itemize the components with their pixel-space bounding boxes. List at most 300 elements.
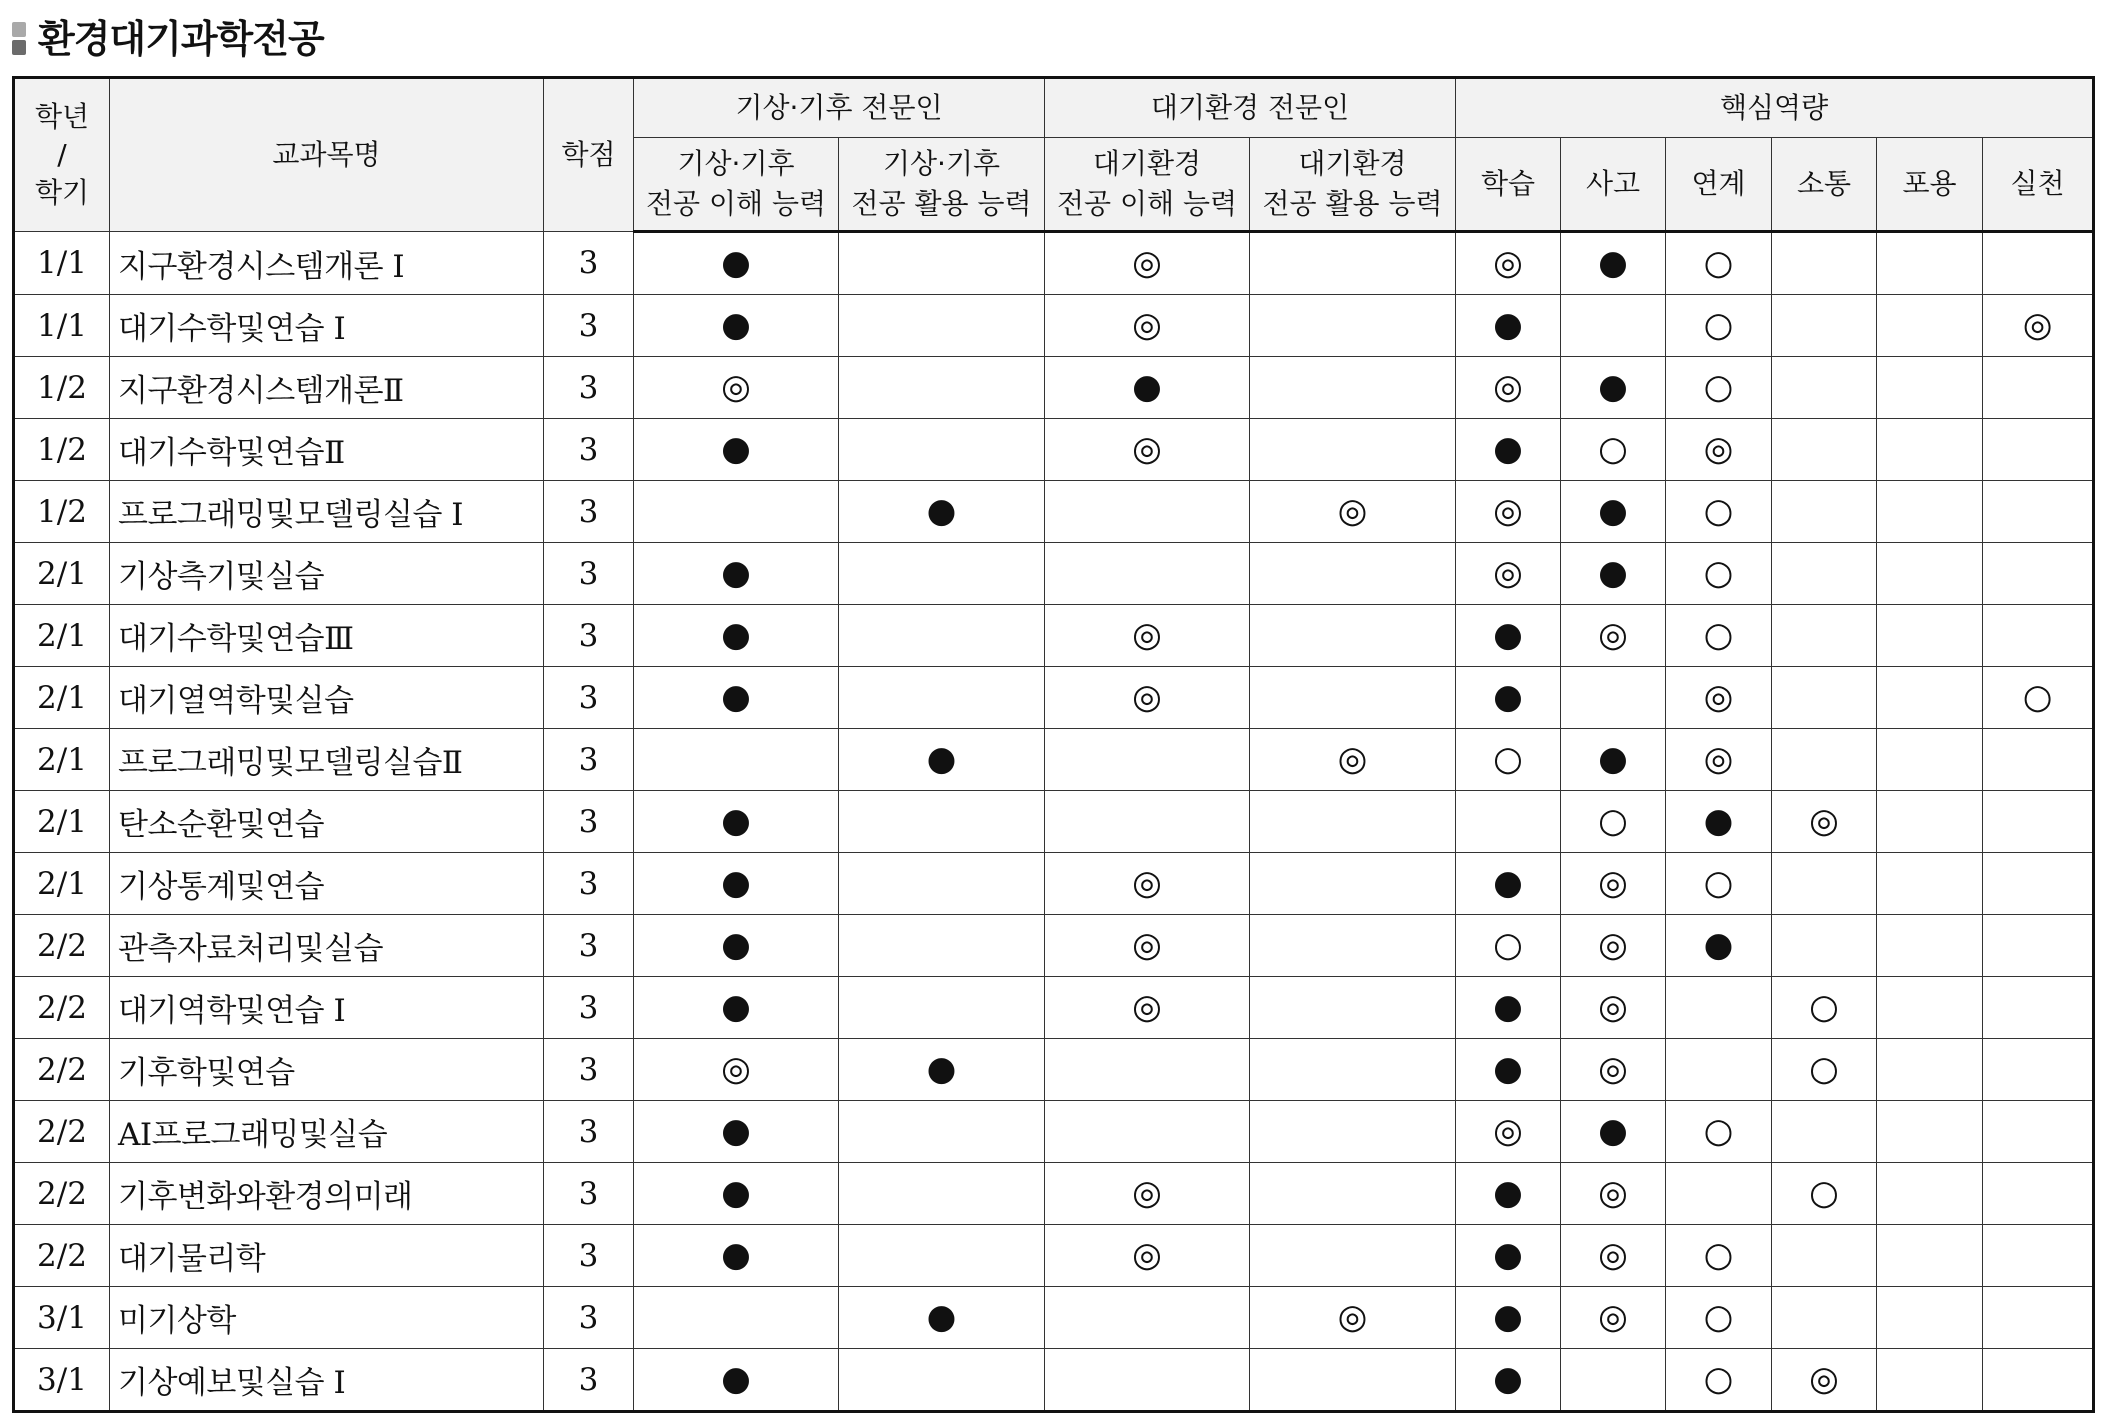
cell-core-learning: [1456, 1287, 1561, 1349]
cell-weather-application: [839, 1101, 1045, 1163]
cell-weather-understanding: [634, 1163, 839, 1225]
cell-air-understanding: [1045, 915, 1250, 977]
table-row: [14, 1349, 2094, 1412]
cell-credit: 3: [544, 357, 634, 419]
open-circle-icon: ○: [1703, 304, 1734, 345]
header-course-name: 교과목명: [110, 78, 544, 232]
cell-core-learning: [1456, 1349, 1561, 1412]
cell-grade-semester: 2/2: [14, 1039, 110, 1101]
cell-air-understanding: [1045, 232, 1250, 295]
cell-core-learning: [1456, 605, 1561, 667]
cell-grade-semester: 1/2: [14, 419, 110, 481]
cell-core-linkage: [1666, 357, 1772, 419]
cell-weather-application: [839, 543, 1045, 605]
cell-core-communication: [1772, 357, 1877, 419]
cell-core-communication: [1772, 1039, 1877, 1101]
cell-grade-semester: 2/1: [14, 543, 110, 605]
cell-air-understanding: [1045, 1287, 1250, 1349]
cell-air-application: [1250, 915, 1456, 977]
cell-core-linkage: [1666, 1287, 1772, 1349]
cell-core-thinking: [1561, 295, 1666, 357]
cell-course-name: 기후학및연습: [110, 1039, 544, 1101]
cell-core-linkage: [1666, 915, 1772, 977]
cell-grade-semester: 3/1: [14, 1287, 110, 1349]
cell-core-learning: [1456, 1225, 1561, 1287]
cell-credit: 3: [544, 1101, 634, 1163]
filled-circle-icon: ●: [1493, 614, 1523, 655]
open-circle-icon: ○: [1493, 924, 1523, 965]
table-row: [14, 605, 2094, 667]
cell-core-thinking: [1561, 915, 1666, 977]
cell-air-understanding: [1045, 667, 1250, 729]
cell-core-inclusion: [1877, 232, 1983, 295]
filled-circle-icon: ●: [721, 552, 751, 593]
cell-course-name: 대기수학및연습Ⅱ: [110, 419, 544, 481]
double-circle-icon: ◎: [1493, 366, 1523, 407]
filled-circle-icon: ●: [721, 428, 751, 469]
cell-weather-understanding: [634, 791, 839, 853]
cell-core-practice: [1983, 1349, 2094, 1412]
open-circle-icon: ○: [2022, 676, 2053, 717]
cell-credit: 3: [544, 1225, 634, 1287]
cell-weather-application: [839, 853, 1045, 915]
cell-weather-understanding: [634, 667, 839, 729]
table-row: [14, 1225, 2094, 1287]
cell-core-practice: [1983, 1287, 2094, 1349]
cell-core-inclusion: [1877, 977, 1983, 1039]
cell-weather-understanding: [634, 1349, 839, 1412]
double-circle-icon: ◎: [1493, 552, 1523, 593]
double-circle-icon: ◎: [1493, 242, 1523, 283]
cell-grade-semester: 2/2: [14, 915, 110, 977]
cell-core-linkage: [1666, 232, 1772, 295]
open-circle-icon: ○: [1598, 800, 1628, 841]
cell-credit: 3: [544, 1163, 634, 1225]
double-circle-icon: ◎: [1337, 490, 1368, 531]
cell-core-learning: [1456, 543, 1561, 605]
cell-air-understanding: [1045, 419, 1250, 481]
cell-core-linkage: [1666, 667, 1772, 729]
cell-core-inclusion: [1877, 1101, 1983, 1163]
cell-air-understanding: [1045, 1163, 1250, 1225]
cell-core-practice: [1983, 977, 2094, 1039]
cell-weather-application: [839, 419, 1045, 481]
cell-core-linkage: [1666, 543, 1772, 605]
cell-weather-understanding: [634, 1287, 839, 1349]
cell-core-communication: [1772, 915, 1877, 977]
cell-air-understanding: [1045, 729, 1250, 791]
cell-course-name: 프로그래밍및모델링실습 I: [110, 481, 544, 543]
cell-core-linkage: [1666, 1225, 1772, 1287]
cell-core-inclusion: [1877, 915, 1983, 977]
header-core-linkage: 연계: [1666, 138, 1772, 232]
double-circle-icon: ◎: [1598, 1172, 1628, 1213]
open-circle-icon: ○: [1809, 1172, 1839, 1213]
filled-circle-icon: ●: [721, 614, 751, 655]
cell-course-name: 탄소순환및연습: [110, 791, 544, 853]
cell-core-inclusion: [1877, 667, 1983, 729]
double-circle-icon: ◎: [1809, 1358, 1839, 1399]
double-circle-icon: ◎: [1598, 614, 1628, 655]
double-circle-icon: ◎: [1598, 986, 1628, 1027]
cell-air-understanding: [1045, 1225, 1250, 1287]
cell-core-linkage: [1666, 605, 1772, 667]
cell-weather-understanding: [634, 1101, 839, 1163]
open-circle-icon: ○: [1809, 986, 1839, 1027]
cell-air-application: [1250, 1225, 1456, 1287]
cell-core-inclusion: [1877, 791, 1983, 853]
double-circle-icon: ◎: [1598, 1048, 1628, 1089]
cell-weather-understanding: [634, 232, 839, 295]
header-core-practice: 실천: [1983, 138, 2094, 232]
table-row: [14, 1163, 2094, 1225]
cell-air-application: [1250, 729, 1456, 791]
double-circle-icon: ◎: [1132, 1172, 1162, 1213]
filled-circle-icon: ●: [721, 862, 751, 903]
cell-core-learning: [1456, 667, 1561, 729]
double-circle-icon: ◎: [1809, 800, 1839, 841]
table-row: [14, 791, 2094, 853]
cell-core-inclusion: [1877, 1163, 1983, 1225]
filled-circle-icon: ●: [1493, 304, 1523, 345]
cell-credit: 3: [544, 977, 634, 1039]
cell-core-communication: [1772, 543, 1877, 605]
table-row: [14, 419, 2094, 481]
filled-circle-icon: ●: [721, 304, 751, 345]
cell-core-practice: [1983, 481, 2094, 543]
cell-core-inclusion: [1877, 1349, 1983, 1412]
table-row: [14, 543, 2094, 605]
cell-core-learning: [1456, 419, 1561, 481]
cell-weather-application: [839, 232, 1045, 295]
cell-core-communication: [1772, 1349, 1877, 1412]
double-circle-icon: ◎: [1493, 1110, 1523, 1151]
filled-circle-icon: ●: [721, 1358, 751, 1399]
cell-core-linkage: [1666, 853, 1772, 915]
filled-circle-icon: ●: [721, 924, 751, 965]
cell-core-inclusion: [1877, 543, 1983, 605]
double-circle-icon: ◎: [1132, 924, 1162, 965]
cell-core-linkage: [1666, 1101, 1772, 1163]
cell-core-learning: [1456, 295, 1561, 357]
cell-air-understanding: [1045, 977, 1250, 1039]
cell-course-name: 대기수학및연습 I: [110, 295, 544, 357]
header-weather-application: 기상·기후 전공 활용 능력: [839, 138, 1045, 232]
cell-core-practice: [1983, 729, 2094, 791]
cell-weather-understanding: [634, 481, 839, 543]
cell-core-practice: [1983, 543, 2094, 605]
cell-credit: 3: [544, 667, 634, 729]
cell-core-thinking: [1561, 357, 1666, 419]
cell-core-inclusion: [1877, 295, 1983, 357]
cell-core-communication: [1772, 667, 1877, 729]
cell-air-understanding: [1045, 1349, 1250, 1412]
filled-circle-icon: ●: [721, 800, 751, 841]
cell-core-learning: [1456, 977, 1561, 1039]
open-circle-icon: ○: [1493, 738, 1523, 779]
cell-core-practice: [1983, 232, 2094, 295]
double-circle-icon: ◎: [1132, 304, 1162, 345]
cell-core-learning: [1456, 853, 1561, 915]
filled-circle-icon: ●: [721, 1172, 751, 1213]
double-circle-icon: ◎: [1703, 738, 1734, 779]
cell-core-practice: [1983, 915, 2094, 977]
cell-core-inclusion: [1877, 419, 1983, 481]
cell-weather-understanding: [634, 543, 839, 605]
cell-core-linkage: [1666, 419, 1772, 481]
table-row: [14, 1287, 2094, 1349]
filled-circle-icon: ●: [1493, 1048, 1523, 1089]
double-circle-icon: ◎: [1132, 614, 1162, 655]
cell-course-name: 기상통계및연습: [110, 853, 544, 915]
table-row: [14, 481, 2094, 543]
cell-course-name: 기상예보및실습 I: [110, 1349, 544, 1412]
cell-core-thinking: [1561, 543, 1666, 605]
filled-circle-icon: ●: [1493, 862, 1523, 903]
cell-weather-application: [839, 1225, 1045, 1287]
cell-core-linkage: [1666, 1039, 1772, 1101]
cell-weather-application: [839, 791, 1045, 853]
header-air-application: 대기환경 전공 활용 능력: [1250, 138, 1456, 232]
open-circle-icon: ○: [1703, 1296, 1734, 1337]
cell-core-communication: [1772, 295, 1877, 357]
section-title: 환경대기과학전공: [38, 16, 324, 61]
header-group-weather: 기상·기후 전문인: [634, 78, 1045, 138]
cell-grade-semester: 2/1: [14, 853, 110, 915]
cell-core-thinking: [1561, 853, 1666, 915]
cell-grade-semester: 2/2: [14, 1163, 110, 1225]
cell-air-application: [1250, 667, 1456, 729]
cell-credit: 3: [544, 1349, 634, 1412]
cell-core-communication: [1772, 1101, 1877, 1163]
filled-circle-icon: ●: [721, 242, 751, 283]
filled-circle-icon: ●: [926, 1296, 957, 1337]
cell-weather-understanding: [634, 977, 839, 1039]
filled-circle-icon: ●: [1598, 738, 1628, 779]
cell-weather-understanding: [634, 295, 839, 357]
filled-circle-icon: ●: [1493, 1358, 1523, 1399]
cell-core-practice: [1983, 357, 2094, 419]
header-grade-semester: 학년 / 학기: [14, 78, 110, 232]
table-row: [14, 729, 2094, 791]
cell-credit: 3: [544, 481, 634, 543]
double-circle-icon: ◎: [1337, 1296, 1368, 1337]
cell-core-communication: [1772, 232, 1877, 295]
cell-core-thinking: [1561, 1287, 1666, 1349]
double-circle-icon: ◎: [721, 366, 751, 407]
double-circle-icon: ◎: [1132, 428, 1162, 469]
cell-air-application: [1250, 232, 1456, 295]
cell-core-practice: [1983, 1163, 2094, 1225]
cell-grade-semester: 2/1: [14, 605, 110, 667]
cell-weather-understanding: [634, 605, 839, 667]
cell-weather-understanding: [634, 1225, 839, 1287]
cell-weather-application: [839, 1039, 1045, 1101]
cell-air-understanding: [1045, 1039, 1250, 1101]
filled-circle-icon: ●: [1598, 490, 1628, 531]
cell-grade-semester: 1/1: [14, 232, 110, 295]
cell-core-communication: [1772, 605, 1877, 667]
double-circle-icon: ◎: [2022, 304, 2053, 345]
cell-credit: 3: [544, 1039, 634, 1101]
cell-credit: 3: [544, 543, 634, 605]
cell-air-application: [1250, 791, 1456, 853]
table-row: [14, 232, 2094, 295]
cell-credit: 3: [544, 853, 634, 915]
cell-core-thinking: [1561, 1039, 1666, 1101]
cell-weather-understanding: [634, 853, 839, 915]
cell-core-practice: [1983, 1039, 2094, 1101]
header-weather-understanding: 기상·기후 전공 이해 능력: [634, 138, 839, 232]
table-row: [14, 915, 2094, 977]
cell-core-thinking: [1561, 605, 1666, 667]
cell-course-name: 관측자료처리및실습: [110, 915, 544, 977]
filled-circle-icon: ●: [1493, 1172, 1523, 1213]
filled-circle-icon: ●: [926, 738, 957, 779]
double-circle-icon: ◎: [1337, 738, 1368, 779]
cell-core-communication: [1772, 1163, 1877, 1225]
cell-core-linkage: [1666, 1163, 1772, 1225]
double-circle-icon: ◎: [1132, 676, 1162, 717]
cell-course-name: 기상측기및실습: [110, 543, 544, 605]
open-circle-icon: ○: [1703, 242, 1734, 283]
cell-weather-understanding: [634, 915, 839, 977]
header-credit: 학점: [544, 78, 634, 232]
header-core-inclusion: 포용: [1877, 138, 1983, 232]
cell-core-practice: [1983, 605, 2094, 667]
header-core-learning: 학습: [1456, 138, 1561, 232]
cell-weather-understanding: [634, 729, 839, 791]
cell-core-thinking: [1561, 1225, 1666, 1287]
cell-weather-understanding: [634, 1039, 839, 1101]
filled-circle-icon: ●: [1493, 428, 1523, 469]
cell-weather-understanding: [634, 419, 839, 481]
filled-circle-icon: ●: [926, 490, 957, 531]
filled-circle-icon: ●: [1598, 552, 1628, 593]
cell-credit: 3: [544, 419, 634, 481]
cell-core-thinking: [1561, 419, 1666, 481]
double-circle-icon: ◎: [1703, 676, 1734, 717]
cell-weather-application: [839, 357, 1045, 419]
cell-air-application: [1250, 295, 1456, 357]
cell-air-application: [1250, 543, 1456, 605]
cell-air-understanding: [1045, 543, 1250, 605]
cell-core-communication: [1772, 853, 1877, 915]
cell-core-practice: [1983, 1101, 2094, 1163]
cell-air-understanding: [1045, 791, 1250, 853]
open-circle-icon: ○: [1703, 614, 1734, 655]
cell-core-practice: [1983, 791, 2094, 853]
open-circle-icon: ○: [1703, 490, 1734, 531]
double-circle-icon: ◎: [1493, 490, 1523, 531]
cell-core-inclusion: [1877, 1225, 1983, 1287]
cell-grade-semester: 2/1: [14, 729, 110, 791]
cell-core-learning: [1456, 729, 1561, 791]
header-air-understanding: 대기환경 전공 이해 능력: [1045, 138, 1250, 232]
table-row: [14, 853, 2094, 915]
cell-core-communication: [1772, 419, 1877, 481]
filled-circle-icon: ●: [721, 1110, 751, 1151]
cell-core-learning: [1456, 232, 1561, 295]
cell-credit: 3: [544, 915, 634, 977]
cell-core-thinking: [1561, 481, 1666, 543]
cell-core-linkage: [1666, 295, 1772, 357]
filled-circle-icon: ●: [721, 986, 751, 1027]
cell-course-name: 프로그래밍및모델링실습Ⅱ: [110, 729, 544, 791]
double-circle-icon: ◎: [721, 1048, 751, 1089]
double-circle-icon: ◎: [1132, 862, 1162, 903]
cell-core-practice: [1983, 1225, 2094, 1287]
cell-core-thinking: [1561, 1101, 1666, 1163]
cell-core-thinking: [1561, 1349, 1666, 1412]
cell-air-application: [1250, 605, 1456, 667]
filled-circle-icon: ●: [1703, 800, 1734, 841]
cell-core-learning: [1456, 915, 1561, 977]
cell-air-understanding: [1045, 357, 1250, 419]
cell-core-inclusion: [1877, 357, 1983, 419]
cell-grade-semester: 2/2: [14, 977, 110, 1039]
cell-core-inclusion: [1877, 605, 1983, 667]
cell-weather-application: [839, 729, 1045, 791]
cell-weather-application: [839, 667, 1045, 729]
cell-air-application: [1250, 1039, 1456, 1101]
cell-weather-application: [839, 1349, 1045, 1412]
cell-air-application: [1250, 1287, 1456, 1349]
cell-core-learning: [1456, 481, 1561, 543]
cell-air-understanding: [1045, 1101, 1250, 1163]
cell-course-name: 미기상학: [110, 1287, 544, 1349]
cell-core-learning: [1456, 1163, 1561, 1225]
cell-credit: 3: [544, 791, 634, 853]
cell-course-name: 지구환경시스템개론 I: [110, 232, 544, 295]
double-circle-icon: ◎: [1598, 924, 1628, 965]
cell-credit: 3: [544, 1287, 634, 1349]
cell-air-application: [1250, 977, 1456, 1039]
filled-circle-icon: ●: [721, 1234, 751, 1275]
cell-core-thinking: [1561, 791, 1666, 853]
curriculum-table: [12, 76, 2095, 1413]
cell-core-thinking: [1561, 667, 1666, 729]
cell-core-inclusion: [1877, 729, 1983, 791]
cell-credit: 3: [544, 232, 634, 295]
filled-circle-icon: ●: [1132, 366, 1162, 407]
double-circle-icon: ◎: [1132, 242, 1162, 283]
cell-core-thinking: [1561, 729, 1666, 791]
cell-weather-application: [839, 1287, 1045, 1349]
cell-core-learning: [1456, 357, 1561, 419]
cell-core-practice: [1983, 853, 2094, 915]
filled-circle-icon: ●: [1493, 1234, 1523, 1275]
cell-air-application: [1250, 1349, 1456, 1412]
cell-air-application: [1250, 481, 1456, 543]
filled-circle-icon: ●: [926, 1048, 957, 1089]
cell-core-thinking: [1561, 232, 1666, 295]
cell-core-linkage: [1666, 791, 1772, 853]
cell-core-linkage: [1666, 1349, 1772, 1412]
header-group-air: 대기환경 전문인: [1045, 78, 1456, 138]
cell-grade-semester: 1/2: [14, 481, 110, 543]
cell-core-thinking: [1561, 977, 1666, 1039]
double-circle-icon: ◎: [1598, 1296, 1628, 1337]
open-circle-icon: ○: [1598, 428, 1628, 469]
cell-core-thinking: [1561, 1163, 1666, 1225]
open-circle-icon: ○: [1703, 862, 1734, 903]
open-circle-icon: ○: [1703, 366, 1734, 407]
open-circle-icon: ○: [1809, 1048, 1839, 1089]
cell-air-understanding: [1045, 853, 1250, 915]
cell-core-learning: [1456, 1101, 1561, 1163]
cell-air-application: [1250, 357, 1456, 419]
